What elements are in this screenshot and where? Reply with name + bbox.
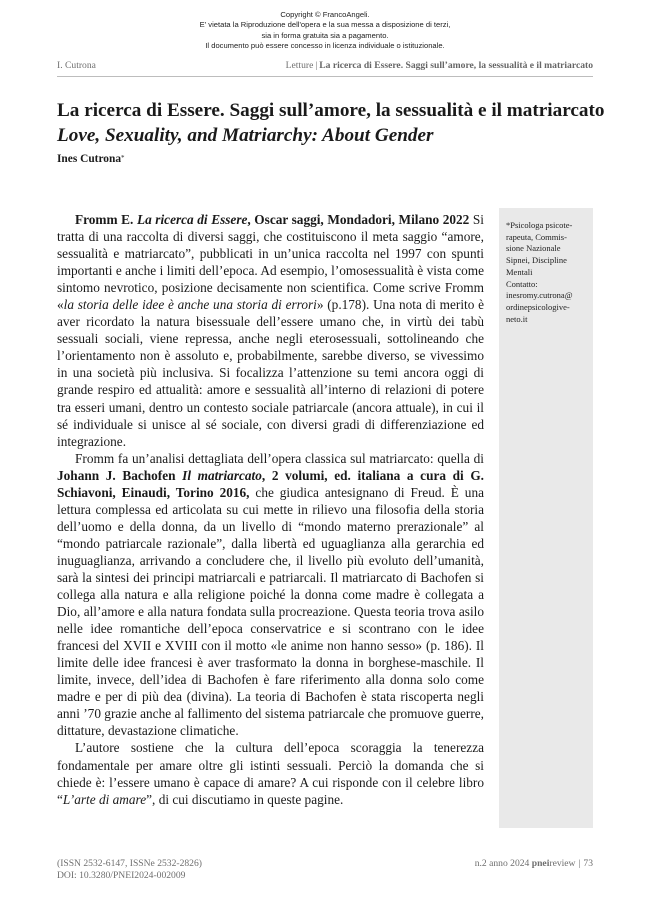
paragraph-text: L’autore sostiene che la cultura dell’epoca scoraggia la tenerezza fondamentale per amare oltre gli istinti sessuali. Perciò la domanda che si chiede è: l’essere umano è capace di amare? A cui risponde con il celebre libro “ (57, 740, 484, 807)
body-paragraph-1 (57, 211, 484, 450)
footer-doi[interactable]: DOI: 10.3280/PNEI2024-002009 (57, 870, 186, 882)
reference-publisher: , 2 volumi, ed. italiana a cura di G. Schiavoni, Einaudi, Torino 2016, (57, 467, 485, 500)
copyright-line: sia in forma gratuita sia a pagamento. (261, 30, 389, 40)
author-note-sidebar (499, 208, 593, 828)
running-head-divider: | (315, 60, 318, 71)
article-author (57, 152, 125, 166)
author-footnote-mark: * (121, 154, 125, 162)
footer-journal-rest: review (549, 858, 576, 869)
contact-email[interactable]: neto.it (506, 313, 528, 324)
paragraph-text: » (p.178). Una nota di merito è aver ricordato la natura bisessuale dell’essere umano che, in virtù dei tabù sessuali sociali, viene repressa, anche negli eterosessuali, sottolineando che l’orientamento non è assoluto e, probabilmente, sarebbe diverso, se vivessimo in una società più inclusiva. Si focalizza l’attenzione su temi ancora oggi di grande respiro ed attualità: amore e sessualità all’interno di relazioni di potere tra esseri umani, dentro un contesto sociale patriarcale (ancora attuale), in cui il sé individuale si unisce al sé sociale, con diversi gradi di differenziazione ed integrazione. (57, 297, 484, 449)
article-title-english: Love, Sexuality, and Matriarchy: About Gender (57, 125, 434, 146)
review-reference (75, 212, 469, 227)
contact-email[interactable]: inesromy.cutrona@ (506, 290, 573, 301)
header-rule (57, 76, 593, 77)
reference-title: La ricerca di Essere (136, 212, 248, 227)
paragraph-text: Si tratta di una raccolta di diversi saggi, che costituiscono il meta saggio “amore, sessualità e matriarcato”, pubblicati in un’unica raccolta nel 1997 con spunti importanti e anche i limiti dell’epoca. Ad esempio, l’omosessualità è vista come sintomo nevrotico, posizione decisamente non scientifica. Come scrive Fromm « (57, 212, 484, 313)
footer-issn: (ISSN 2532-6147, ISSNe 2532-2826) (57, 858, 202, 869)
sidebar-line: rapeuta, Commis- (506, 231, 567, 242)
page-footer (57, 858, 593, 888)
copyright-line: Copyright © FrancoAngeli. (280, 10, 370, 19)
page-number: 73 (583, 858, 593, 869)
copyright-notice (0, 10, 650, 52)
sidebar-line: sione Nazionale (506, 243, 561, 254)
reference-author: Johann J. Bachofen (57, 467, 183, 483)
sidebar-line: Mentali (506, 266, 533, 277)
running-head-title-group (286, 60, 593, 71)
contact-email[interactable]: ordinepsicologive- (506, 301, 570, 312)
paragraph-text: che giudica antesignano di Freud. È una lettura complessa ed articolata su cui mette in rilievo una filosofia della storia dell’uomo e della donna, da un livello di “mondo materno prerazionale” al “mondo patriarcale razionale”, dalla libertà ed uguaglianza alla gerarchia ed inuguaglianza, arrivando a concludere che, il livello più evoluto dell’umanità, sarà la sintesi dei principi matriarcali e patriarcali. Il matriarcato di Bachofen si collega alla natura e alla religione poiché la donna come madre è collegata a Dio, all’amore e alla natura fondata sulla procreazione. Questa teoria trova asilo nelle idee romantiche dell’epoca conservatrice e si scontrano con le idee francesi del XVII e XVIII con il motto «le anime non hanno sesso» (p. 186). Il limite delle idee francesi è aver trasformato la donna in borghese-maschile. Il limite, invece, dell’idea di Bachofen è fare riferimento alla donna solo come madre e per di più dea (divina). La teoria di Bachofen è stata riscoperta negli anni ’70 grazie anche al fallimento del sistema patriarcale che promuove guerre, dittature, devastazione climatiche. (57, 484, 484, 739)
paragraph-text: Fromm fa un’analisi dettagliata dell’opera classica sul matriarcato: quella di (75, 450, 484, 466)
running-head (57, 60, 593, 74)
copyright-line: E' vietata la Riproduzione dell'opera e la sua messa a disposizione di terzi, (199, 20, 451, 30)
reference-publisher: , Oscar saggi, Mondadori, Milano 2022 (247, 212, 470, 227)
footer-issue-info (475, 858, 593, 870)
copyright-line: Il documento può essere concesso in licenza individuale o istituzionale. (205, 41, 445, 51)
quoted-text: la storia delle idee è anche una storia di errori (63, 297, 317, 313)
author-name: Ines Cutrona (57, 153, 122, 165)
reference-title: Il matriarcato (182, 467, 262, 483)
paragraph-text: ”, di cui discutiamo in queste pagine. (146, 791, 344, 807)
article-title-italian: La ricerca di Essere. Saggi sull’amore, la sessualità e il matriarcato (57, 100, 605, 121)
footer-identifiers (57, 858, 202, 883)
article-body (57, 211, 484, 808)
sidebar-line: *Psicologa psicote- (506, 220, 573, 230)
reference-author: Fromm E. (75, 212, 137, 227)
body-paragraph-2 (57, 450, 484, 740)
running-head-section: Letture (285, 60, 314, 71)
running-head-title: La ricerca di Essere. Saggi sull’amore, la sessualità e il matriarcato (319, 60, 593, 71)
sidebar-line: Contatto: (506, 278, 538, 289)
book-title: L’arte di amare (62, 791, 147, 807)
body-paragraph-3 (57, 739, 484, 807)
running-head-author: I. Cutrona (57, 60, 96, 71)
sidebar-line: Sipnei, Discipline (506, 255, 567, 266)
footer-divider: | (578, 858, 581, 869)
footer-journal-bold: pnei (531, 858, 550, 869)
footer-issue: n.2 anno 2024 (474, 858, 530, 869)
